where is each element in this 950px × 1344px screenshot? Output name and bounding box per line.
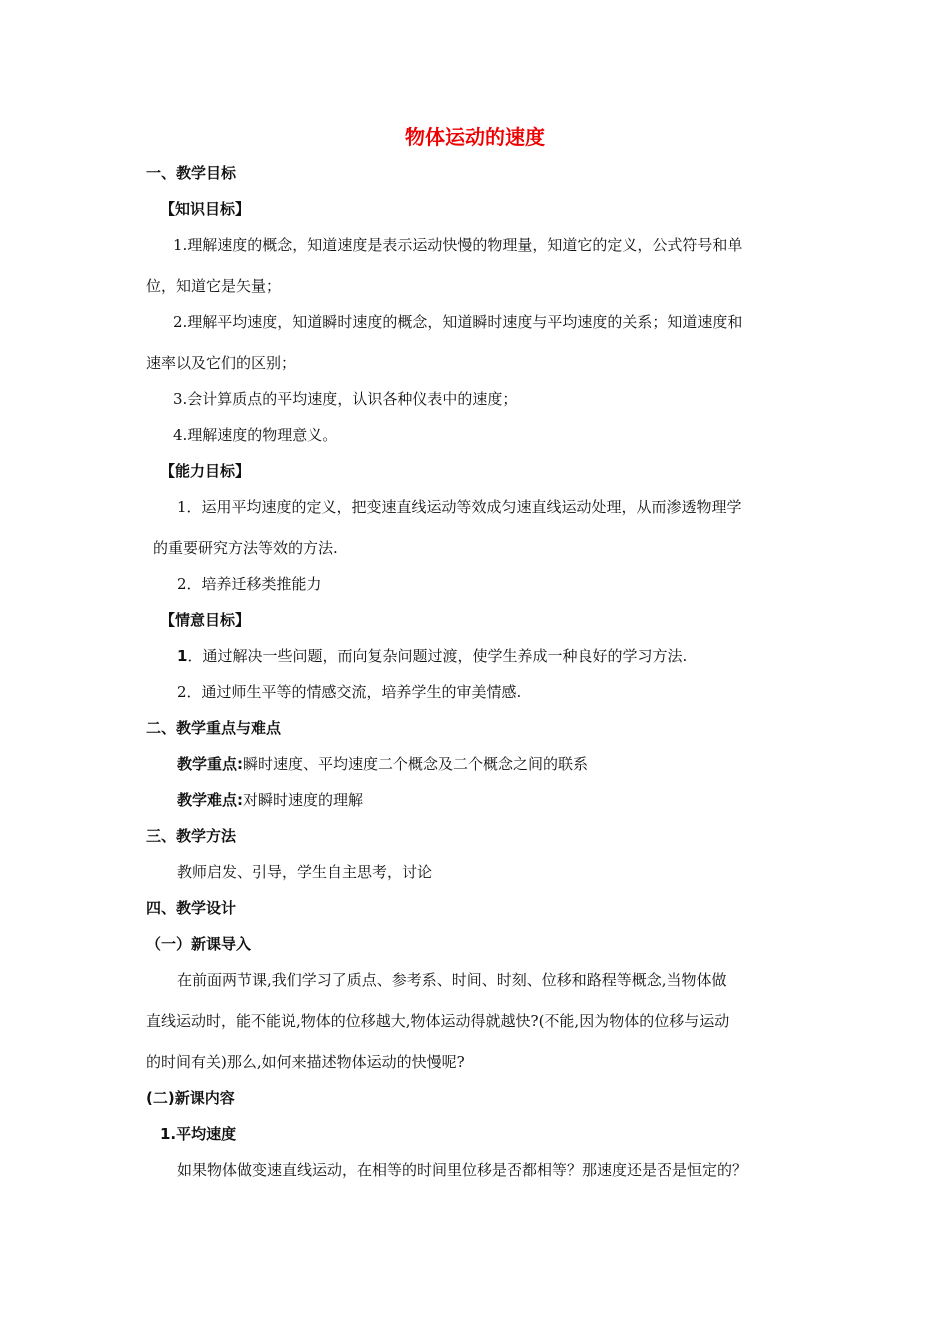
- paragraph-line: 2．通过师生平等的情感交流，培养学生的审美情感.: [177, 683, 522, 701]
- subheading-content: (二)新课内容: [146, 1089, 235, 1107]
- paragraph-line: [177, 790, 363, 810]
- paragraph-line: 3.会计算质点的平均速度，认识各种仪表中的速度；: [173, 390, 518, 408]
- focus-text: 瞬时速度、平均速度二个概念及二个概念之间的联系: [243, 755, 589, 773]
- paragraph-line: 在前面两节课,我们学习了质点、参考系、时间、时刻、位移和路程等概念,当物体做: [177, 971, 727, 989]
- paragraph-line: 的时间有关)那么,如何来描述物体运动的快慢呢?: [146, 1053, 465, 1071]
- subheading-average-speed: 1.平均速度: [160, 1125, 237, 1143]
- document-title: 物体运动的速度: [405, 125, 545, 149]
- difficulty-text: 对瞬时速度的理解: [243, 791, 364, 809]
- list-number: 1: [177, 647, 188, 665]
- paragraph-line: 如果物体做变速直线运动，在相等的时间里位移是否都相等？那速度还是否是恒定的？: [177, 1161, 748, 1179]
- subheading-emotion: 【情意目标】: [160, 611, 251, 629]
- focus-label: 教学重点:: [177, 755, 243, 773]
- list-text: ．通过解决一些问题，而向复杂问题过渡，使学生养成一种良好的学习方法.: [187, 647, 688, 665]
- paragraph-line: 速率以及它们的区别；: [146, 354, 297, 372]
- subheading-intro: （一）新课导入: [146, 935, 252, 953]
- difficulty-label: 教学难点:: [177, 791, 243, 809]
- paragraph-line: 的重要研究方法等效的方法.: [153, 539, 338, 557]
- paragraph-line: 直线运动时，能不能说,物体的位移越大,物体运动得就越快?(不能,因为物体的位移与运动: [146, 1012, 730, 1030]
- paragraph-line: 4.理解速度的物理意义。: [173, 426, 338, 444]
- paragraph-line: 2.理解平均速度，知道瞬时速度的概念，知道瞬时速度与平均速度的关系；知道速度和: [173, 313, 743, 331]
- paragraph-line: 2．培养迁移类推能力: [177, 575, 322, 593]
- section-heading-objectives: 一、教学目标: [146, 164, 237, 182]
- paragraph-line: 1.理解速度的概念，知道速度是表示运动快慢的物理量，知道它的定义，公式符号和单: [173, 236, 743, 254]
- paragraph-line: 位，知道它是矢量；: [146, 277, 282, 295]
- paragraph-line: 教师启发、引导，学生自主思考，讨论: [177, 863, 433, 881]
- section-heading-focus: 二、教学重点与难点: [146, 719, 282, 737]
- paragraph-line: [177, 754, 588, 774]
- section-heading-design: 四、教学设计: [146, 899, 237, 917]
- subheading-ability: 【能力目标】: [160, 462, 251, 480]
- paragraph-line: [177, 646, 687, 666]
- subheading-knowledge: 【知识目标】: [160, 200, 251, 218]
- paragraph-line: 1．运用平均速度的定义，把变速直线运动等效成匀速直线运动处理，从而渗透物理学: [177, 498, 742, 516]
- section-heading-method: 三、教学方法: [146, 827, 237, 845]
